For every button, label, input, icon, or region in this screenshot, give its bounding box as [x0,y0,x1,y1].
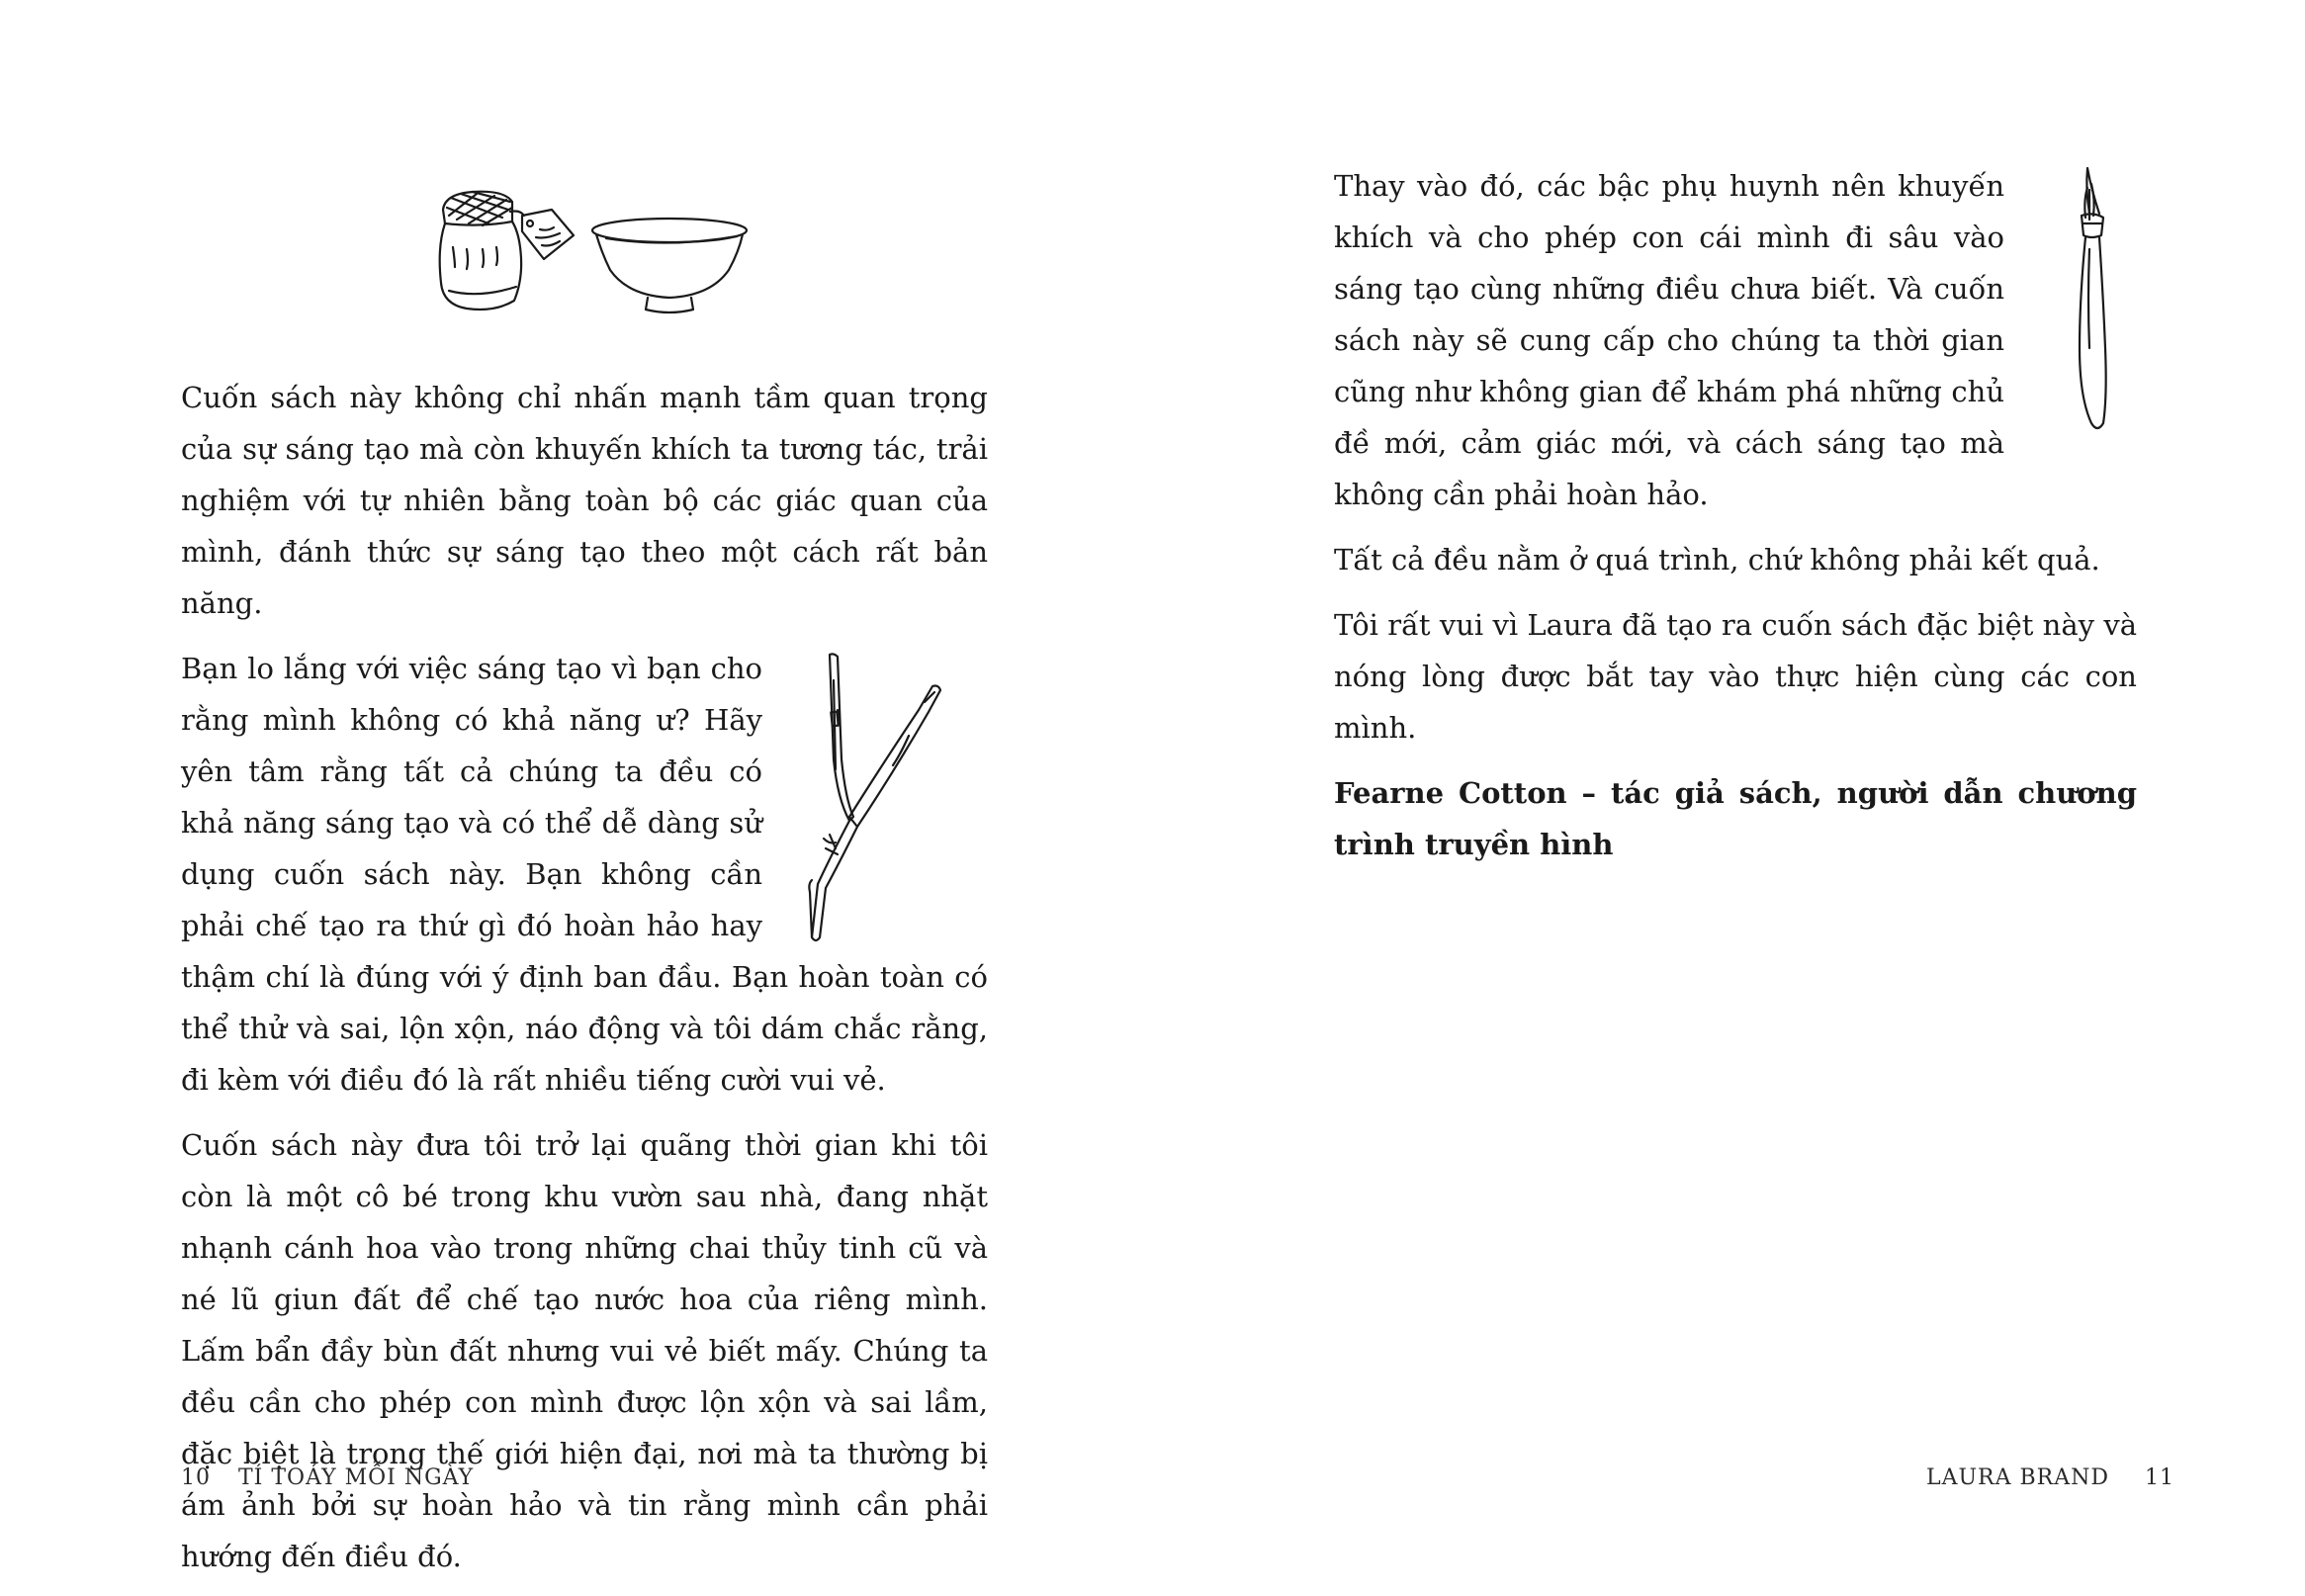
branch-illustration [790,651,988,947]
bowl-illustration [588,213,752,316]
left-paragraph-2 [181,643,988,1106]
signature: Fearne Cotton – tác giả sách, người dẫn chương trình truyền hình [1334,776,2137,861]
paintbrush-illustration [2028,160,2137,437]
right-footer [1926,1465,2305,1490]
left-paragraph-2-text: Bạn lo lắng với việc sáng tạo vì bạn cho rằng mình không có khả năng ư? Hãy yên tâm rằng tất cả chúng ta đều có khả năng sáng tạo và có thể dễ dàng sử dụng cuốn sách này. Bạn không cần phải chế tạo ra thứ gì đó hoàn hảo hay thậm chí là đúng với ý định ban đầu. Bạn hoàn toàn có thể thử và sai, lộn xộn, náo động và tôi dám chắc rằng, đi kèm với điều đó là rất nhiều tiếng cười vui vẻ. [181,652,988,1097]
jar-illustration [433,188,581,316]
right-paragraph-2: Tất cả đều nằm ở quá trình, chứ không phải kết quả. [1334,543,2100,576]
left-footer [181,1465,474,1490]
right-paragraph-1 [1334,160,2137,520]
left-page-body [181,372,988,1596]
right-page-body [1334,160,2137,884]
left-page-number: 10 [181,1465,211,1490]
right-page-number: 11 [2145,1465,2174,1490]
left-page [0,0,1152,1589]
right-page [1153,0,2305,1589]
right-paragraph-1-text: Thay vào đó, các bậc phụ huynh nên khuyến khích và cho phép con cái mình đi sâu vào sáng tạo cùng những điều chưa biết. Và cuốn sách này sẽ cung cấp cho chúng ta thời gian cũng như không gian để khám phá những chủ đề mới, cảm giác mới, và cách sáng tạo mà không cần phải hoàn hảo. [1334,169,2004,511]
right-running-title: LAURA BRAND [1926,1465,2109,1490]
left-running-title: TÍ TOÁY MỖI NGÀY [238,1465,475,1490]
right-paragraph-3: Tôi rất vui vì Laura đã tạo ra cuốn sách đặc biệt này và nóng lòng được bắt tay vào thực hiện cùng các con mình. [1334,608,2137,745]
left-paragraph-3: Cuốn sách này đưa tôi trở lại quãng thời gian khi tôi còn là một cô bé trong khu vườn sau nhà, đang nhặt nhạnh cánh hoa vào trong những chai thủy tinh cũ và né lũ giun đất để chế tạo nước hoa của riêng mình. Lấm bẩn đầy bùn đất nhưng vui vẻ biết mấy. Chúng ta đều cần cho phép con mình được lộn xộn và sai lầm, đặc biệt là trong thế giới hiện đại, nơi mà ta thường bị ám ảnh bởi sự hoàn hảo và tin rằng mình cần phải hướng đến điều đó. [181,1128,988,1573]
left-paragraph-1: Cuốn sách này không chỉ nhấn mạnh tầm quan trọng của sự sáng tạo mà còn khuyến khích ta tương tác, trải nghiệm với tự nhiên bằng toàn bộ các giác quan của mình, đánh thức sự sáng tạo theo một cách rất bản năng. [181,381,988,620]
